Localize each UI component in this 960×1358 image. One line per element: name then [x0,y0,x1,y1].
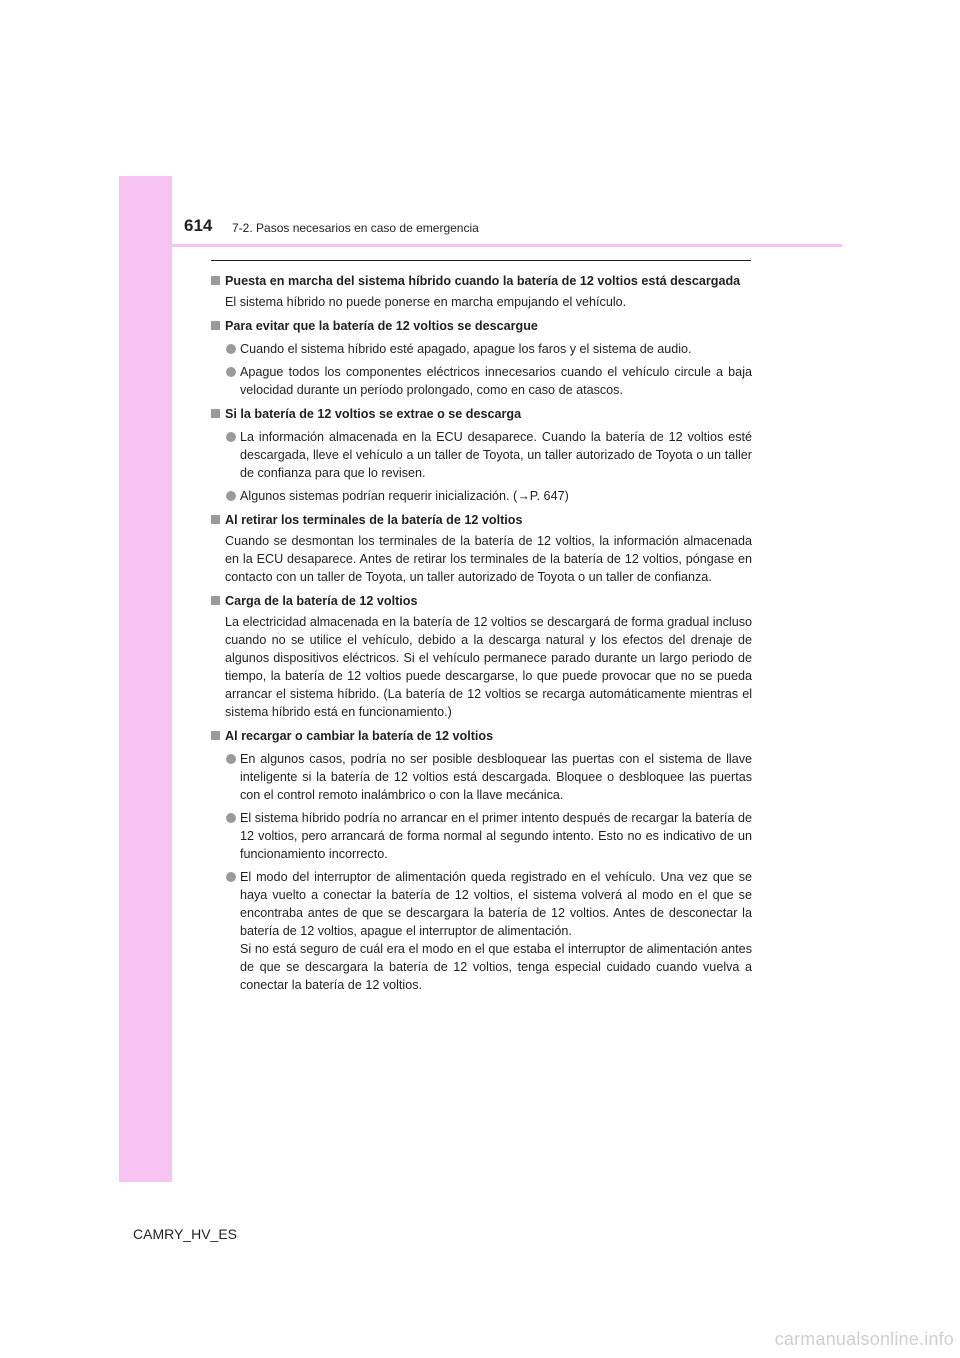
round-bullet-icon [226,344,236,354]
square-bullet-icon [211,321,220,330]
bullet-item [211,868,752,994]
round-bullet-icon [226,432,236,442]
square-bullet-icon [211,596,220,605]
round-bullet-icon [226,367,236,377]
content-top-rule [211,260,751,261]
page-content [211,266,752,994]
bullet-text: La información almacenada en la ECU desaparece. Cuando la batería de 12 voltios esté descargada, lleve el vehículo a un taller de Toyota, un taller autorizado de Toyota o un taller de confianza para que lo revisen. [240,430,752,480]
bullet-text: Algunos sistemas podrían requerir inicialización. (→P. 647) [240,489,569,503]
square-bullet-icon [211,276,220,285]
square-bullet-icon [211,409,220,418]
round-bullet-icon [226,813,236,823]
section-heading-text: Al retirar los terminales de la batería de 12 voltios [225,513,523,527]
bullet-text: En algunos casos, podría no ser posible desbloquear las puertas con el sistema de llave inteligente si la batería de 12 voltios está descargada. Bloquee o desbloquee las puertas con el control remoto inalámbrico o con la llave mecánica. [240,752,752,802]
round-bullet-icon [226,872,236,882]
section-heading [211,317,752,335]
section-heading-text: Puesta en marcha del sistema híbrido cuando la batería de 12 voltios está descargada [225,274,741,288]
section-heading [211,272,752,290]
bullet-item [211,363,752,399]
section-heading [211,727,752,745]
section-heading [211,405,752,423]
section-heading-text: Para evitar que la batería de 12 voltios se descargue [225,319,538,333]
square-bullet-icon [211,515,220,524]
bullet-text: El sistema híbrido podría no arrancar en el primer intento después de recargar la batería de 12 voltios, pero arrancará de forma normal al segundo intento. Esto no es indicativo de un funcionamiento incorrecto. [240,811,752,861]
bullet-item [211,750,752,804]
bullet-text: El modo del interruptor de alimentación queda registrado en el vehículo. Una vez que se haya vuelto a conectar la batería de 12 voltios, el sistema volverá al modo en el que se encontraba antes de que se descargara la batería de 12 voltios. Antes de desconectar la batería de 12 voltios, apague el interruptor de alimentación. Si no está seguro de cuál era el modo en el que estaba el interruptor de alimentación antes de que se descargara la batería de 12 voltios, tenga especial cuidado cuando vuelva a conectar la batería de 12 voltios. [240,870,752,992]
bullet-item [211,487,752,505]
section-paragraph: Cuando se desmontan los terminales de la batería de 12 voltios, la información almacenada en la ECU desaparece. Antes de retirar los terminales de la batería de 12 voltios, póngase en contacto con un taller de Toyota, un taller autorizado de Toyota o un taller de confianza. [225,534,752,584]
bullet-text: Apague todos los componentes eléctricos innecesarios cuando el vehículo circule a baja velocidad durante un período prolongado, como en caso de atascos. [240,365,752,397]
watermark: carmanualsonline.info [774,1329,954,1349]
bullet-item [211,809,752,863]
section-paragraph: El sistema híbrido no puede ponerse en marcha empujando el vehículo. [225,295,627,309]
bullet-item [211,340,752,358]
section-heading [211,511,752,529]
document-code: CAMRY_HV_ES [133,1226,238,1242]
page-number: 614 [184,216,213,235]
header-divider [119,244,842,247]
section-heading-text: Carga de la batería de 12 voltios [225,594,418,608]
bullet-text: Cuando el sistema híbrido esté apagado, apague los faros y el sistema de audio. [240,342,692,356]
round-bullet-icon [226,754,236,764]
bullet-item [211,428,752,482]
square-bullet-icon [211,731,220,740]
section-heading-text: Al recargar o cambiar la batería de 12 voltios [225,729,494,743]
round-bullet-icon [226,491,236,501]
section-heading [211,592,752,610]
section-paragraph: La electricidad almacenada en la batería de 12 voltios se descargará de forma gradual incluso cuando no se utilice el vehículo, debido a la descarga natural y los efectos del drenaje de algunos dispositivos eléctricos. Si el vehículo permanece parado durante un largo periodo de tiempo, la batería de 12 voltios puede descargarse, lo que puede provocar que no se pueda arrancar el sistema híbrido. (La batería de 12 voltios se recarga automáticamente mientras el sistema híbrido está en funcionamiento.) [225,615,752,719]
section-title: 7-2. Pasos necesarios en caso de emergencia [232,221,479,235]
side-tab-band [119,176,172,1182]
section-heading-text: Si la batería de 12 voltios se extrae o se descarga [225,407,522,421]
